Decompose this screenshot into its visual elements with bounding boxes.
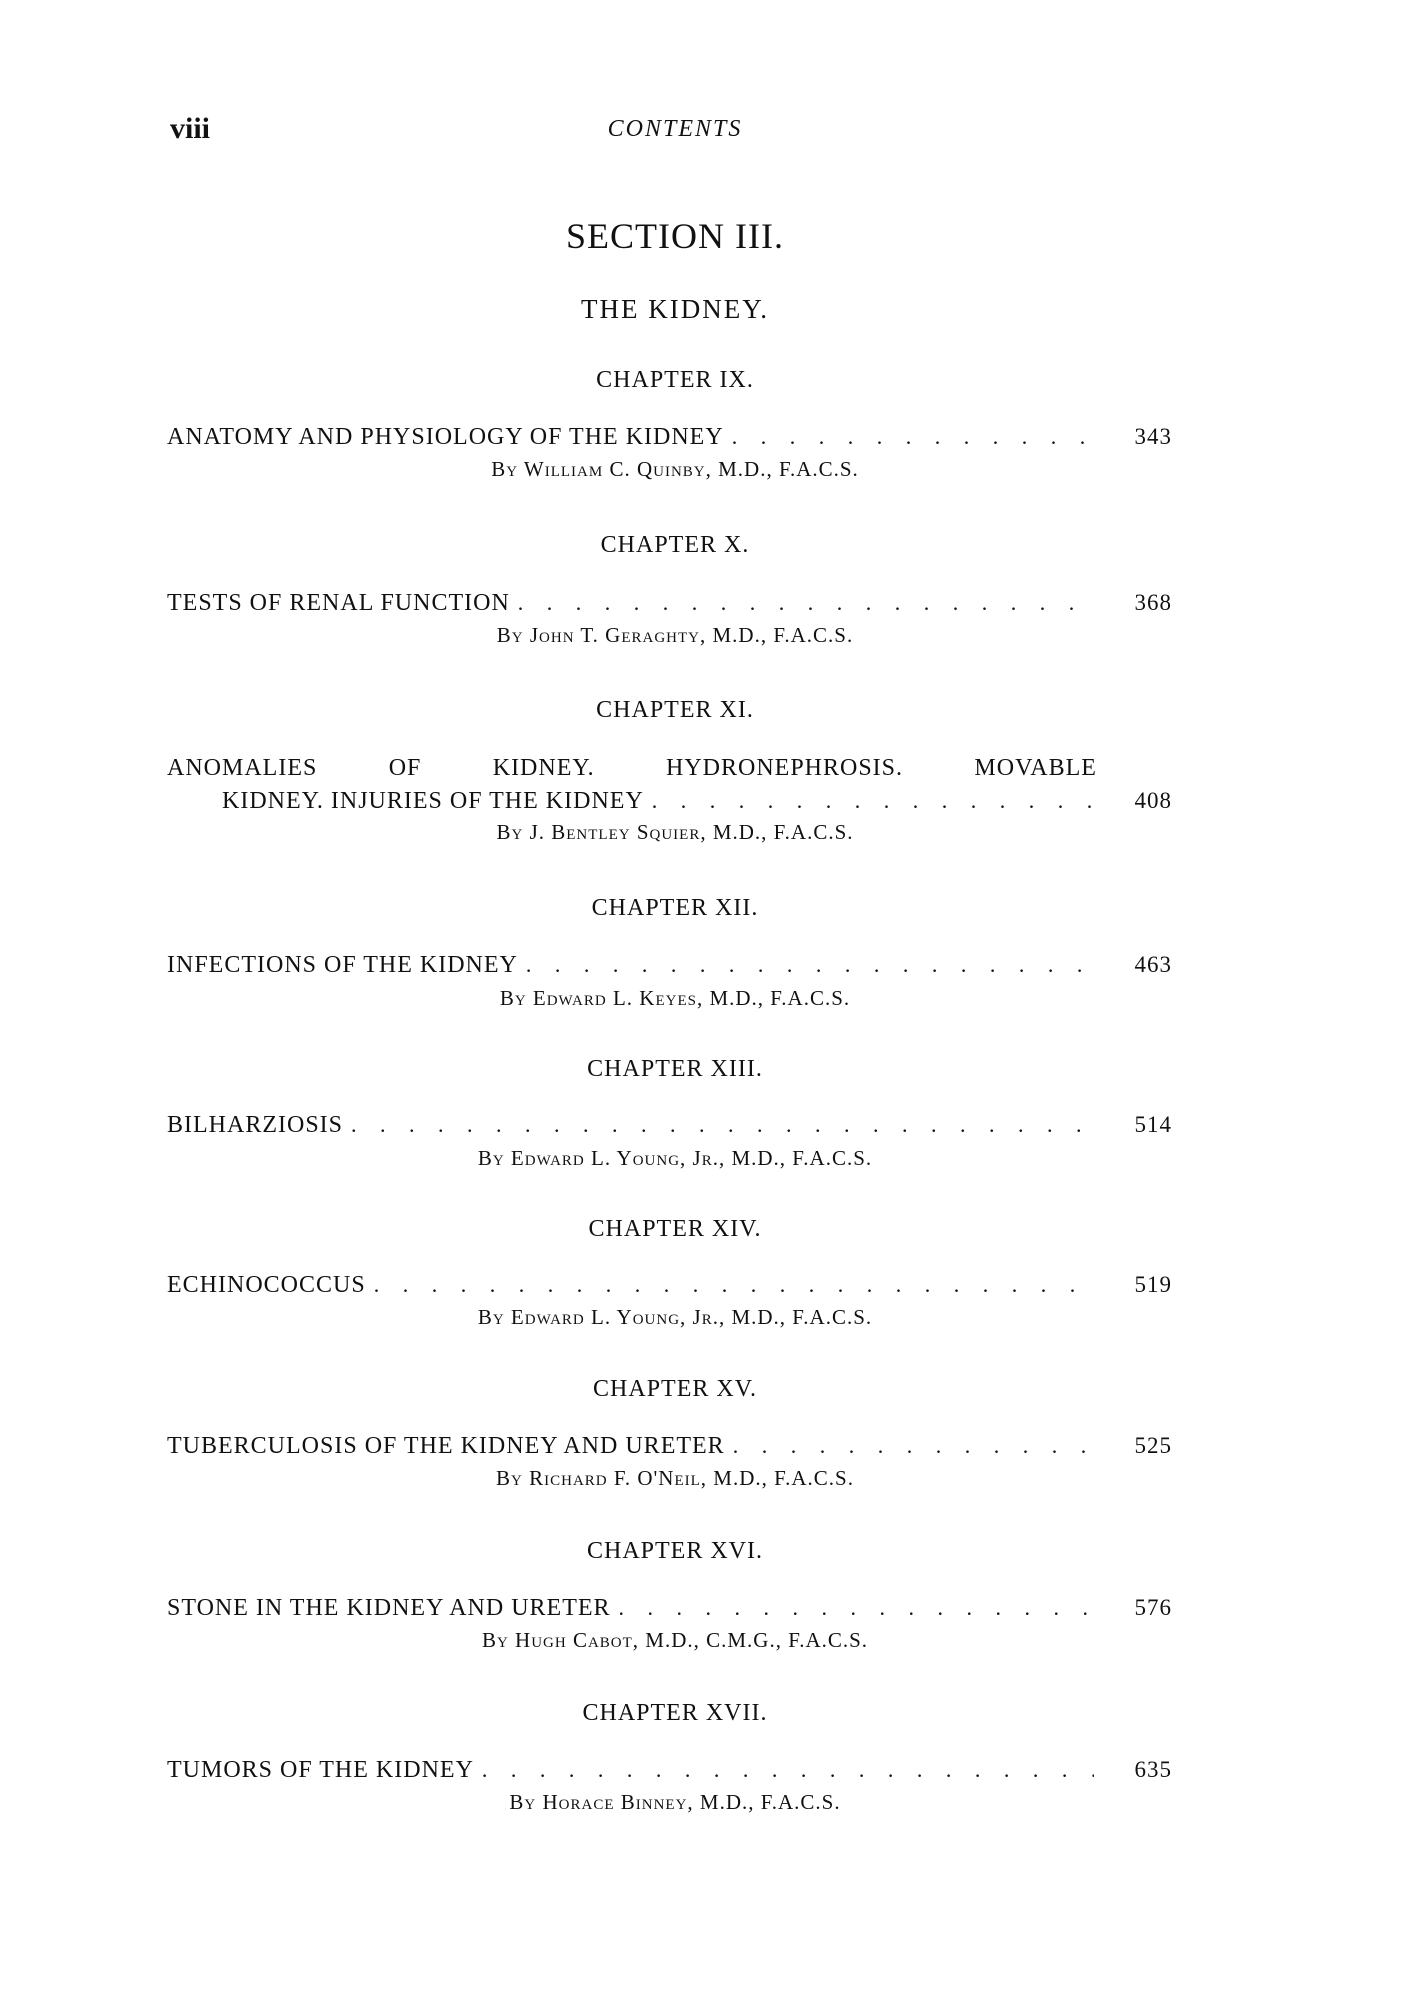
chapter-entry[interactable]: [167, 1272, 1172, 1299]
chapter-entry[interactable]: [222, 788, 1172, 815]
page-ref: 519: [1134, 1272, 1172, 1297]
page-ref: 368: [1134, 590, 1172, 615]
chapter-author: By Edward L. Keyes, M.D., F.A.C.S.: [499, 986, 851, 1010]
page-ref: 463: [1134, 952, 1172, 977]
chapter-title: INFECTIONS OF THE KIDNEY: [167, 952, 518, 978]
chapter-title: ANATOMY AND PHYSIOLOGY OF THE KIDNEY: [167, 424, 724, 450]
title-word: MOVABLE: [974, 755, 1097, 781]
chapter-title: TUMORS OF THE KIDNEY: [167, 1757, 474, 1783]
chapter-author: By Horace Binney, M.D., F.A.C.S.: [509, 1790, 841, 1814]
chapter-author: By Edward L. Young, Jr., M.D., F.A.C.S.: [477, 1146, 873, 1170]
chapter-title: TESTS OF RENAL FUNCTION: [167, 590, 510, 616]
page-ref: 343: [1134, 424, 1172, 449]
page-ref: 576: [1134, 1595, 1172, 1620]
chapter-heading: CHAPTER XI.: [596, 697, 754, 723]
chapter-entry[interactable]: [167, 952, 1172, 979]
chapter-author: By J. Bentley Squier, M.D., F.A.C.S.: [496, 820, 854, 844]
title-word: OF: [388, 755, 422, 781]
page-ref: 514: [1134, 1112, 1172, 1137]
chapter-entry[interactable]: [167, 1433, 1172, 1460]
dot-leader: [733, 1433, 1094, 1459]
page-number: viii: [170, 112, 211, 145]
section-subtitle: THE KIDNEY.: [581, 294, 769, 324]
chapter-heading: CHAPTER XII.: [591, 895, 759, 921]
chapter-heading: CHAPTER XIII.: [587, 1056, 763, 1082]
dot-leader: [619, 1595, 1094, 1621]
chapter-entry[interactable]: [167, 590, 1172, 617]
chapter-title: ECHINOCOCCUS: [167, 1272, 366, 1298]
chapter-heading: CHAPTER IX.: [596, 367, 754, 393]
dot-leader: [374, 1272, 1094, 1298]
chapter-heading: CHAPTER XV.: [593, 1376, 757, 1402]
chapter-author: By Edward L. Young, Jr., M.D., F.A.C.S.: [477, 1305, 873, 1329]
dot-leader: [482, 1757, 1094, 1783]
title-word: HYDRONEPHROSIS.: [665, 755, 904, 781]
chapter-title: BILHARZIOSIS: [167, 1112, 344, 1138]
chapter-author: By Richard F. O'Neil, M.D., F.A.C.S.: [496, 1466, 854, 1490]
chapter-author: By William C. Quinby, M.D., F.A.C.S.: [491, 457, 859, 481]
page-ref: 635: [1134, 1757, 1172, 1782]
running-head: CONTENTS: [607, 116, 743, 142]
chapter-title: KIDNEY. INJURIES OF THE KIDNEY: [222, 788, 644, 814]
chapter-heading: CHAPTER X.: [600, 532, 750, 558]
chapter-entry[interactable]: [167, 1112, 1172, 1139]
dot-leader: [518, 590, 1094, 616]
title-word: KIDNEY.: [492, 755, 595, 781]
section-title: SECTION III.: [566, 216, 784, 256]
chapter-author: By Hugh Cabot, M.D., C.M.G., F.A.C.S.: [481, 1628, 869, 1652]
dot-leader: [351, 1112, 1094, 1138]
chapter-entry[interactable]: [167, 1757, 1172, 1784]
chapter-entry[interactable]: [167, 1595, 1172, 1622]
chapter-entry[interactable]: [167, 424, 1172, 451]
page-ref: 525: [1134, 1433, 1172, 1458]
chapter-title: TUBERCULOSIS OF THE KIDNEY AND URETER: [167, 1433, 725, 1459]
page-ref: 408: [1134, 788, 1172, 813]
chapter-title: STONE IN THE KIDNEY AND URETER: [167, 1595, 611, 1621]
chapter-heading: CHAPTER XVII.: [582, 1700, 768, 1726]
dot-leader: [652, 788, 1094, 814]
dot-leader: [526, 952, 1094, 978]
chapter-heading: CHAPTER XVI.: [586, 1538, 763, 1564]
dot-leader: [732, 424, 1094, 450]
chapter-author: By John T. Geraghty, M.D., F.A.C.S.: [496, 623, 854, 647]
chapter-title-line-1[interactable]: [167, 755, 1097, 782]
title-word: ANOMALIES: [167, 755, 318, 781]
chapter-heading: CHAPTER XIV.: [588, 1216, 762, 1242]
